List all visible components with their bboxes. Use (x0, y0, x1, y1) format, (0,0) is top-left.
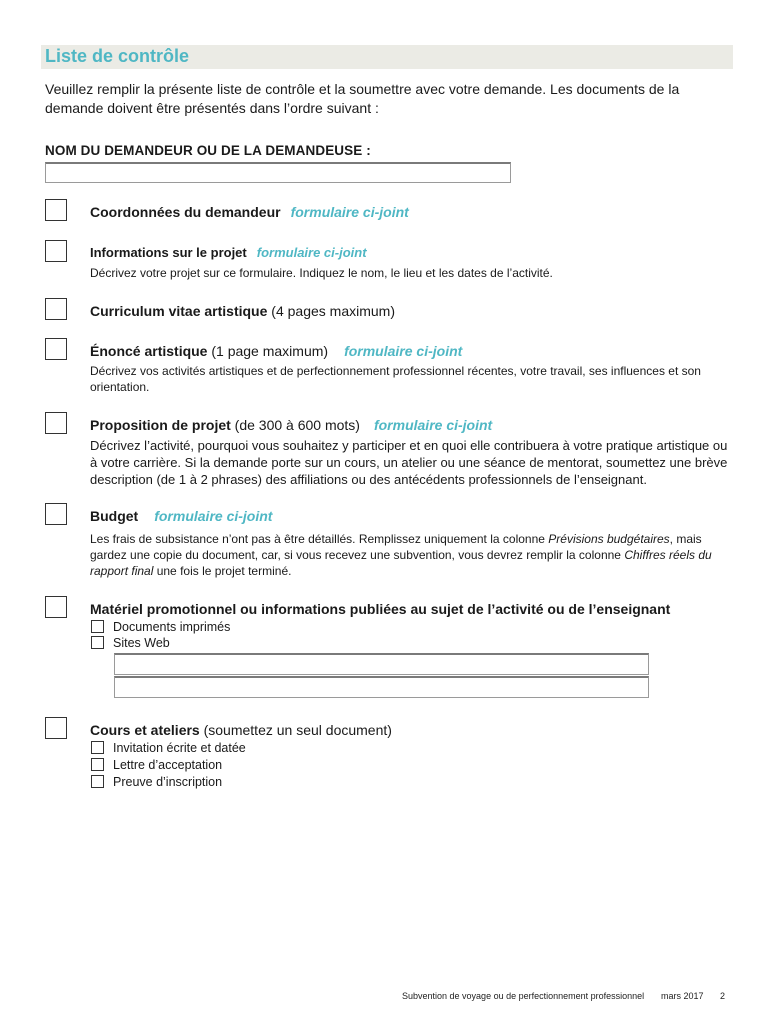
item-enonce-desc: Décrivez vos activités artistiques et de perfectionnement professionnel récentes, votre travail, ses influences et son orientation. (90, 364, 701, 394)
applicant-name-label: NOM DU DEMANDEUR OU DE LA DEMANDEUSE : (45, 143, 371, 158)
checkbox-cv[interactable] (45, 298, 67, 320)
footer-text: Subvention de voyage ou de perfectionnement professionnel (402, 991, 645, 1001)
item-informations-desc: Décrivez votre projet sur ce formulaire. Indiquez le nom, le lieu et les dates de l’activité. (90, 266, 553, 280)
checkbox-preuve[interactable] (91, 775, 104, 788)
checkbox-sites-web[interactable] (91, 636, 104, 649)
item-proposition-note: (de 300 à 600 mots) (230, 417, 360, 433)
item-budget (90, 507, 730, 579)
attached-form-link: formulaire ci-joint (290, 204, 409, 220)
attached-form-link: formulaire ci-joint (373, 417, 493, 433)
checkbox-materiel[interactable] (45, 596, 67, 618)
option-preuve[interactable]: Preuve d’inscription (91, 774, 222, 790)
page-number: 2 (720, 991, 726, 1001)
item-cv (90, 302, 730, 320)
item-enonce (90, 342, 730, 395)
title-bar (41, 45, 733, 69)
item-cours (90, 721, 730, 739)
item-cours-title: Cours et ateliers (90, 722, 200, 738)
option-sites-web[interactable]: Sites Web (91, 635, 170, 651)
applicant-name-field[interactable] (45, 162, 511, 183)
item-budget-desc: Les frais de subsistance n’ont pas à être détaillés. Remplissez uniquement la colonne Prévisions budgétaires, mais gardez une copie du document, car, si vous recevez une subvention, vous devrez remplir la colonne Chiffres réels du rapport final une fois le projet terminé. (90, 532, 712, 578)
page-title: Liste de contrôle (45, 46, 190, 66)
item-enonce-title: Énoncé artistique (90, 343, 208, 359)
item-coordonnees-title: Coordonnées du demandeur (90, 204, 281, 220)
checkbox-coordonnees[interactable] (45, 199, 67, 221)
item-budget-title: Budget (90, 508, 139, 524)
item-cv-title: Curriculum vitae artistique (90, 303, 268, 319)
item-enonce-note: (1 page maximum) (207, 343, 329, 359)
item-informations (90, 244, 730, 281)
checkbox-lettre[interactable] (91, 758, 104, 771)
option-lettre[interactable]: Lettre d’acceptation (91, 757, 222, 773)
footer-date: mars 2017 (661, 991, 704, 1001)
checkbox-proposition[interactable] (45, 412, 67, 434)
item-materiel (90, 600, 730, 618)
option-invitation[interactable]: Invitation écrite et datée (91, 740, 246, 756)
item-informations-title: Informations sur le projet (90, 245, 247, 260)
checkbox-informations[interactable] (45, 240, 67, 262)
attached-form-link: formulaire ci-joint (256, 245, 367, 260)
option-documents-imprimes[interactable]: Documents imprimés (91, 619, 230, 635)
item-cours-note: (soumettez un seul document) (199, 722, 392, 738)
item-materiel-title: Matériel promotionnel ou informations publiées au sujet de l’activité ou de l’enseignant (90, 601, 671, 617)
item-proposition-title: Proposition de projet (90, 417, 231, 433)
checkbox-cours[interactable] (45, 717, 67, 739)
checkbox-budget[interactable] (45, 503, 67, 525)
item-cv-note: (4 pages maximum) (267, 303, 395, 319)
checkbox-documents-imprimes[interactable] (91, 620, 104, 633)
item-proposition-desc: Décrivez l’activité, pourquoi vous souhaitez y participer et en quoi elle contribuera à votre pratique artistique ou à votre carrière. Si la demande porte sur un cours, un atelier ou une séance de mentorat, soumettez une brève description (de 1 à 2 phrases) des affiliations ou des antécédents professionnels de l’enseignant. (90, 438, 728, 487)
attached-form-link: formulaire ci-joint (154, 508, 273, 524)
attached-form-link: formulaire ci-joint (344, 343, 463, 359)
checkbox-invitation[interactable] (91, 741, 104, 754)
item-proposition (90, 416, 730, 488)
website-field-1[interactable] (114, 653, 649, 675)
website-field-2[interactable] (114, 676, 649, 698)
checkbox-enonce[interactable] (45, 338, 67, 360)
intro-text: Veuillez remplir la présente liste de contrôle et la soumettre avec votre demande. Les documents de la demande doivent être présentés dans l’ordre suivant : (45, 81, 680, 116)
item-coordonnees (90, 203, 730, 221)
